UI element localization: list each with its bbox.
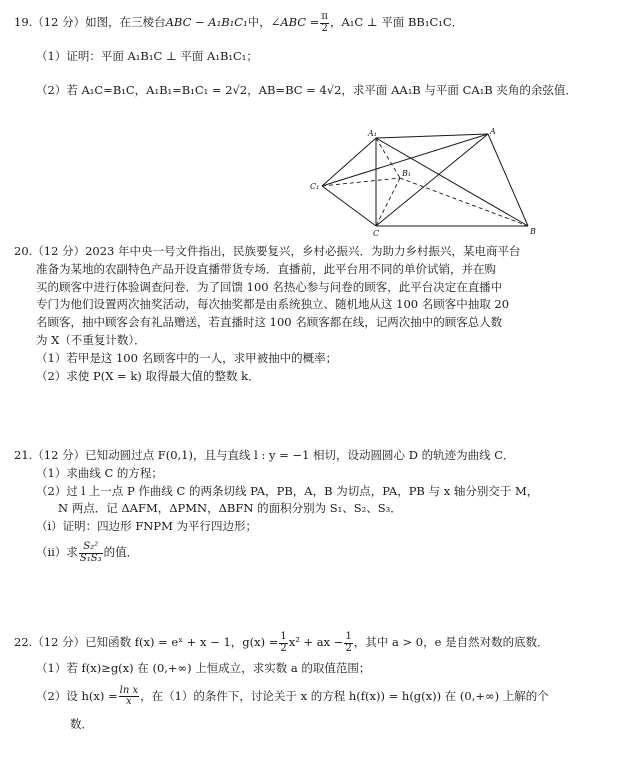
q21-part1: （1）求曲线 C 的方程； [36, 465, 163, 480]
question-21 [14, 447, 607, 564]
q20-line-2: 准备为某地的农副特色产品开设直播带货专场．直播前，此平台用不同的单价试销，并在购 [36, 261, 496, 276]
q21-part2-b: N 两点．记 ΔAFM，ΔPMN，ΔBFN 的面积分别为 S₁、S₂、S₃． [58, 501, 402, 516]
label-B1: B₁ [402, 169, 412, 178]
q20-line-3: 买的顾客中进行体验调查问卷．为了回馈 100 名热心参与问卷的顾客，此平台决定在直播中 [36, 279, 503, 294]
q20-part2: （2）求使 P(X = k) 取得最大值的整数 k． [36, 368, 260, 383]
question-19 [14, 12, 607, 100]
label-A: A [490, 128, 496, 136]
pi-over-2: $\frac{\pi}{2}$ [321, 11, 328, 34]
q20-line-6: 为 X（不重复计数）． [36, 333, 146, 348]
q20-line-1: 20.（12 分）2023 年中央一号文件指出，民族要复兴，乡村必振兴．为助力乡村振兴，某电商平台 [14, 244, 521, 258]
q20-part1: （1）若甲是这 100 名顾客中的一人，求甲被抽中的概率； [36, 350, 338, 365]
question-22 [14, 632, 607, 734]
q20-line-4: 专门为他们设置两次抽奖活动，每次抽奖都是由系统独立、随机地从这 100 名顾客中抽取 20 [36, 297, 510, 312]
q21-part-ii: （ii）求 $\frac{\text{S₂²}}{\text{S₁S₃}}$ 的值． [36, 541, 139, 564]
q21-stem: 21.（12 分）已知动圆过点 F(0,1)，且与直线 l : y = −1 相切，设动圆圆心 D 的轨迹为曲线 C． [14, 448, 515, 462]
q19-part1: （1）证明：平面 A₁B₁C ⊥ 平面 A₁B₁C₁； [36, 49, 258, 63]
s2-squared-over-s1s3: $\frac{\text{S₂²}}{\text{S₁S₃}}$ [79, 541, 102, 564]
q22-stem: 22.（12 分）已知函数 f(x) = eˣ + x − 1，g(x) = $\frac{1}{2}$ x² + ax − $\frac{1}{2}$ ，其中 a > 0，e 是自然对数的底数． [14, 631, 549, 654]
label-A1: A₁ [368, 129, 377, 138]
q22-part1: （1）若 f(x)≥g(x) 在 (0,+∞) 上恒成立，求实数 a 的取值范围； [36, 661, 371, 675]
q19-part2: （2）若 A₁C=B₁C，A₁B₁=B₁C₁ = 2√2，AB=BC = 4√2，求平面 AA₁B 与平面 CA₁B 夹角的余弦值． [36, 82, 577, 97]
lnx-over-x: $\frac{\text{ln x}}{x}$ [119, 684, 139, 708]
q22-part2-end: 数． [70, 716, 93, 731]
q22-part2: （2）设 h(x) = $\frac{\text{ln x}}{x}$ ，在（1）的条件下，讨论关于 x 的方程 h(f(x)) = h(g(x)) 在 (0,+∞) 上解的个 [36, 684, 549, 708]
question-20 [14, 243, 607, 386]
q20-line-5: 名顾客，抽中顾客会有礼品赠送，若直播时这 100 名顾客都在线，记两次抽中的顾客总人数 [36, 315, 503, 330]
q19-stem: 19.（12 分）如图，在三棱台ABC − A₁B₁C₁中，∠ABC = $\frac{\pi}{2}$ ，A₁C ⊥ 平面 BB₁C₁C． [14, 11, 464, 34]
label-B: B [530, 227, 536, 236]
q21-part-i: （i）证明：四边形 FNPM 为平行四边形； [36, 519, 258, 534]
label-C1: C₁ [310, 182, 320, 191]
one-half-b: $\frac{1}{2}$ [345, 631, 352, 654]
frustum-diagram [300, 128, 560, 238]
label-C: C [373, 229, 380, 238]
one-half-a: $\frac{1}{2}$ [280, 631, 287, 654]
q19-number: 19. [14, 15, 33, 29]
q19-figure [300, 128, 560, 238]
q19-score: （12 分） [32, 15, 86, 29]
q21-part2-a: （2）过 l 上一点 P 作曲线 C 的两条切线 PA，PB，A，B 为切点，PA，PB 与 x 轴分别交于 M， [36, 483, 539, 498]
